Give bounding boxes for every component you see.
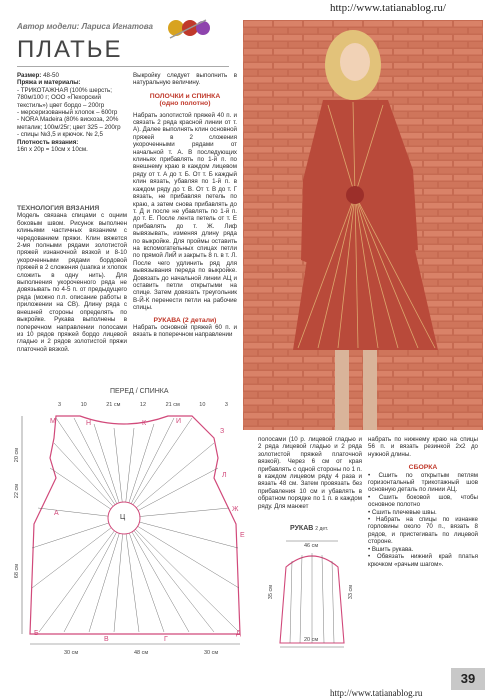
author-name: Лариса Игнатова xyxy=(81,22,153,31)
measure-label: 35 см xyxy=(268,585,274,600)
sleeve-section-title: РУКАВА (2 детали) xyxy=(153,316,217,324)
author-label: Автор модели: xyxy=(17,22,80,31)
size-value: 48-50 xyxy=(43,72,59,79)
measure-label: 48 см xyxy=(134,650,149,656)
point-label: А xyxy=(54,510,59,517)
yarn-title: Пряжа и материалы: xyxy=(17,79,81,87)
yarn-item: - мерсеризованный хлопок – 600гр xyxy=(17,109,118,117)
assembly-item: • Сшить по открытым петлям горизонтальный трикотажный шов основную деталь по линии АЦ. xyxy=(368,471,478,494)
column-3b xyxy=(368,436,478,568)
diagram-title: ПЕРЕД / СПИНКА xyxy=(110,388,169,395)
point-label: М xyxy=(50,418,56,425)
sleeve-pattern xyxy=(262,525,362,650)
measure-label: 20 см xyxy=(304,637,319,643)
title-rule xyxy=(17,66,229,67)
sleeve-title: РУКАВ 2 дет. xyxy=(290,525,329,532)
point-label: Л xyxy=(222,472,227,479)
assembly-item: • Сшить плечевые швы. xyxy=(368,508,437,516)
density-title: Плотность вязания: xyxy=(17,138,79,146)
point-label: Г xyxy=(164,636,168,643)
section-subtitle: (одно полотно) xyxy=(159,100,211,108)
assembly-title: СБОРКА xyxy=(408,464,438,472)
column-2 xyxy=(133,72,237,339)
measure-label: 3 xyxy=(58,402,62,408)
measure-label: 3 xyxy=(224,402,228,408)
point-label: З xyxy=(220,428,225,435)
point-label: Б xyxy=(34,630,39,637)
page-title: ПЛАТЬЕ xyxy=(17,36,123,63)
point-label: Д xyxy=(236,630,241,637)
site-url[interactable] xyxy=(330,2,446,14)
measure-label: 22 см xyxy=(14,484,20,499)
measure-label: 30 см xyxy=(204,650,219,656)
measure-label: 21 см xyxy=(165,402,180,408)
technology-text: Модель связана спицами с оцним боковым швом. Рисунок выполнен клиньями частичных вязанием с чередованием пряжи. Клин вяжется 2-мя полными рядами золотистой пряжей изнаночной вязкой и 8-10 укороченными рядами бордовой пряжей в 2 сложения (шапка и хлопок сложить в одну нить). Для выполнения укороченного ряда не довязывать по 4-5 п. от предыдущего ряда (можно п.п. описание работы в приложении на СВ). Длину ряда с внешней стороны определять по выкройке. Рукава выполнены в поперечном направлении полосами из 10 рядов пряжей бордо лицевой гладью и 2 рядов золотистой пряжи платочной вязкой. xyxy=(17,212,127,353)
density-value: 16п х 20р = 10см х 10см. xyxy=(17,146,88,154)
yarn-balls-icon xyxy=(166,16,214,40)
front-back-instructions: Набрать золотистой пряжей 40 п. и связать 2 ряда красной линии от т. А). Далее выполнять клин основной пряжей в 2 сложения укороченными рядами от начальной т. А. В последующих клиньях прибавлять по 1-й п. по внешнему краю в каждом лицевом ряду от т. А до т. Б. От т. Б каждый клин вязать, убавляя по 1-й п. в каждом ряду до т. В. От т. В до т. Г вязать, не прибавляя петель по краю, а затем снова прибавлять до т. Д и после не убавлять по 1-й п. до т. Е. После лента петель от т. Е прибавлять до т. Ж. Лиф вывязывать, изменяя длину ряда по выкройке. Для проймы оставить на вспомогательных спицах петли по прямой ЛиЙ и закрыть 8 п. в т. Л. После чего удлинить ряд для вывязывания переда по выкройке. Довязать до начальной линии АЦ и оставить петли открытыми на спице. Затем довязать треугольник В-Й-К перенести петли на рабочие спицы. xyxy=(133,111,237,312)
measure-label: 12 xyxy=(139,402,147,408)
site-url-text[interactable]: http://www.tatianablog.ru/ xyxy=(330,2,446,14)
measure-label: 46 см xyxy=(304,543,319,549)
point-label: К xyxy=(142,420,147,427)
intro-text: Выкройку следует выполнить в натуральную величину. xyxy=(133,72,237,87)
measure-label: 21 см xyxy=(106,402,121,408)
footer-url[interactable]: http://www.tatianablog.ru xyxy=(330,688,423,698)
measure-label: 68 см xyxy=(14,564,20,579)
model-photo xyxy=(243,20,483,430)
point-label: И xyxy=(176,418,182,425)
measure-label: 10 xyxy=(80,402,87,408)
assembly-item: • Набрать на спицы по изнанке горловины около 70 п., вязать 8 рядов, и пристегивать по лицевой стороне. xyxy=(368,516,478,546)
technology-block xyxy=(17,205,127,353)
cuff-instructions: набрать по нижнему краю на спицы 56 п. и вязать резинкой 2х2 до нужной длины. xyxy=(368,436,478,458)
point-label: Ж xyxy=(232,506,239,513)
point-label: Е xyxy=(240,532,245,539)
yarn-item: - NORA Madeira (80% вискоза, 20% металик; 100м/25г; цвет 325 – 200гр xyxy=(17,116,121,131)
front-back-pattern xyxy=(14,398,254,670)
measure-label: 20 см xyxy=(14,448,20,463)
yarn-item: - спицы №3,5 и крючок. № 2,5 xyxy=(17,131,103,139)
assembly-item: • Сшить боковой шов, чтобы основное полотно xyxy=(368,493,478,509)
measure-label: 10 xyxy=(199,402,206,408)
author-line xyxy=(17,22,153,31)
size-label: Размер: xyxy=(17,72,42,79)
point-label: В xyxy=(104,636,109,643)
point-label: Ц xyxy=(120,514,126,521)
page-number: 39 xyxy=(451,668,485,690)
specs-block xyxy=(17,72,127,153)
assembly-item: • Обвязать нижний край платья крючком «рачьим шагом». xyxy=(368,553,478,568)
measure-label: 33 см xyxy=(348,585,354,600)
section-title: ПОЛОЧКИ и СПИНКА xyxy=(149,92,221,100)
yarn-item: - ТРИКОТАЖНАЯ (100% шерсть; 780м/100 г; ООО «Пехорский текстиль») цвет бордо – 200гр xyxy=(17,86,112,109)
point-label: Н xyxy=(86,420,92,427)
assembly-item: • Вшить рукава. xyxy=(368,545,414,553)
sleeve-instructions: Набрать основной пряжей 60 п. и вязать в поперечном направлении xyxy=(133,324,237,339)
top-measures xyxy=(58,402,228,408)
technology-title: ТЕХНОЛОГИЯ ВЯЗАНИЯ xyxy=(17,205,100,212)
sleeve-continuation: полосами (10 р. лицевой гладью и 2 ряда лицевой гладью и 2 ряда золотистой пряжей платочной вязкой). Через 6 см от края прибавлять с одной стороны по 1 п. в каждом лицевом ряду 4 раза и вязать 48 см. Затем провязать без прибавления 10 см и убавлять в обратном порядке по 1 п. в каждом ряду. Для манжет xyxy=(258,436,362,510)
measure-label: 30 см xyxy=(64,650,79,656)
column-3a xyxy=(258,436,362,510)
